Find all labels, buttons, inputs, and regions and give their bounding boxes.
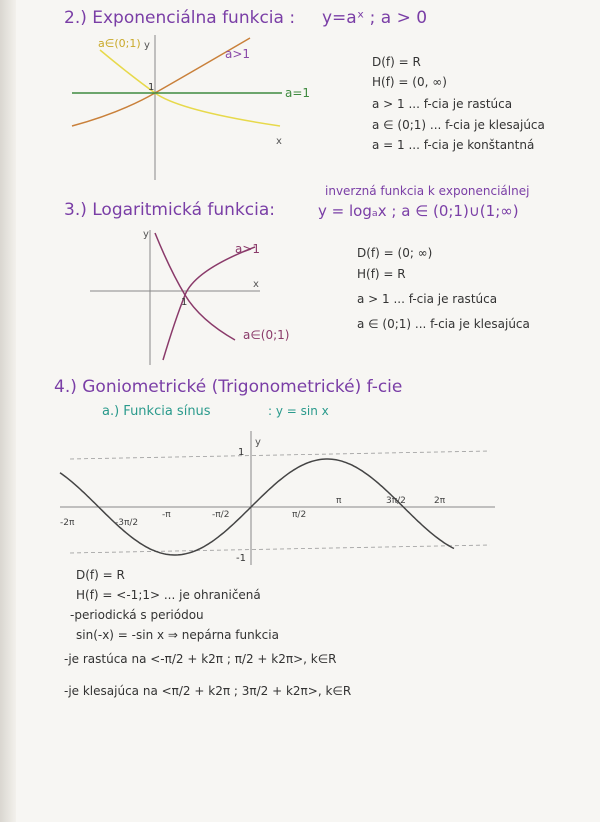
section4-prop-5: -je rastúca na <-π/2 + k2π ; π/2 + k2π>, k∈R [64, 652, 337, 666]
section2-prop-3: a > 1 ... f-cia je rastúca [372, 97, 513, 111]
section3-note: inverzná funkcia k exponenciálnej [325, 184, 530, 198]
section2-title: 2.) Exponenciálna funkcia : [64, 8, 296, 28]
tick-pi: π [336, 496, 342, 506]
section4-prop-6: -je klesajúca na <π/2 + k2π ; 3π/2 + k2π>, k∈R [64, 684, 352, 698]
curve-a-gt-1 [72, 38, 250, 126]
curve-log-a-gt-1 [163, 247, 255, 360]
curve-log-a-0-1 [155, 233, 235, 340]
section2-prop-5: a = 1 ... f-cia je konštantná [372, 138, 535, 152]
section3-title: 3.) Logaritmická funkcia: [64, 200, 276, 220]
curve-a-0-1 [100, 50, 280, 126]
section3-prop-1: D(f) = (0; ∞) [357, 246, 433, 260]
section3-prop-2: H(f) = R [357, 267, 406, 281]
tick-minus-2pi: -2π [60, 518, 75, 528]
section2-prop-1: D(f) = R [372, 55, 421, 69]
logarithmic-graph [85, 225, 305, 365]
label-a-eq-1: a=1 [285, 86, 311, 100]
label-one: 1 [148, 82, 155, 93]
label-log-y: y [143, 229, 149, 240]
section2-prop-4: a ∈ (0;1) ... f-cia je klesajúca [372, 118, 545, 132]
label-a-gt-1: a>1 [225, 47, 251, 61]
label-a-0-1: a∈(0;1) [98, 37, 141, 50]
sine-label-y: y [255, 437, 261, 448]
tick-3pi-2: 3π/2 [386, 496, 406, 506]
label-x: x [276, 136, 282, 147]
tick-2pi: 2π [434, 496, 446, 506]
exponential-graph [60, 30, 311, 180]
section4-formula: : y = sin x [268, 404, 329, 418]
section4-prop-3: -periodická s periódou [70, 608, 204, 622]
section4-subtitle: a.) Funkcia sínus [102, 404, 211, 419]
tick-pi-2: π/2 [292, 510, 307, 520]
section4-prop-4: sin(-x) = -sin x ⇒ nepárna funkcia [76, 628, 279, 642]
section4-title: 4.) Goniometrické (Trigonometrické) f-cie [54, 377, 403, 397]
tick-minus-3pi-2: -3π/2 [115, 518, 139, 528]
label-log-x: x [253, 279, 259, 290]
section3-formula: y = logₐx ; a ∈ (0;1)∪(1;∞) [318, 202, 519, 220]
section2-formula: y=aˣ ; a > 0 [322, 8, 428, 28]
page-binding [0, 0, 16, 822]
section4-prop-2: H(f) = <-1;1> ... je ohraničená [76, 588, 261, 602]
label-log-a-0-1: a∈(0;1) [243, 328, 290, 342]
sine-label-minus-one: -1 [236, 553, 246, 564]
label-y: y [144, 40, 150, 51]
section3-prop-4: a ∈ (0;1) ... f-cia je klesajúca [357, 317, 530, 331]
sine-label-one: 1 [238, 447, 245, 458]
section3-prop-3: a > 1 ... f-cia je rastúca [357, 292, 498, 306]
sine-graph [50, 425, 500, 565]
tick-minus-pi: -π [162, 510, 171, 520]
label-log-a-gt-1: a>1 [235, 242, 261, 256]
section4-prop-1: D(f) = R [76, 568, 125, 582]
label-log-one: 1 [181, 297, 188, 308]
section2-prop-2: H(f) = (0, ∞) [372, 75, 447, 89]
tick-minus-pi-2: -π/2 [212, 510, 230, 520]
